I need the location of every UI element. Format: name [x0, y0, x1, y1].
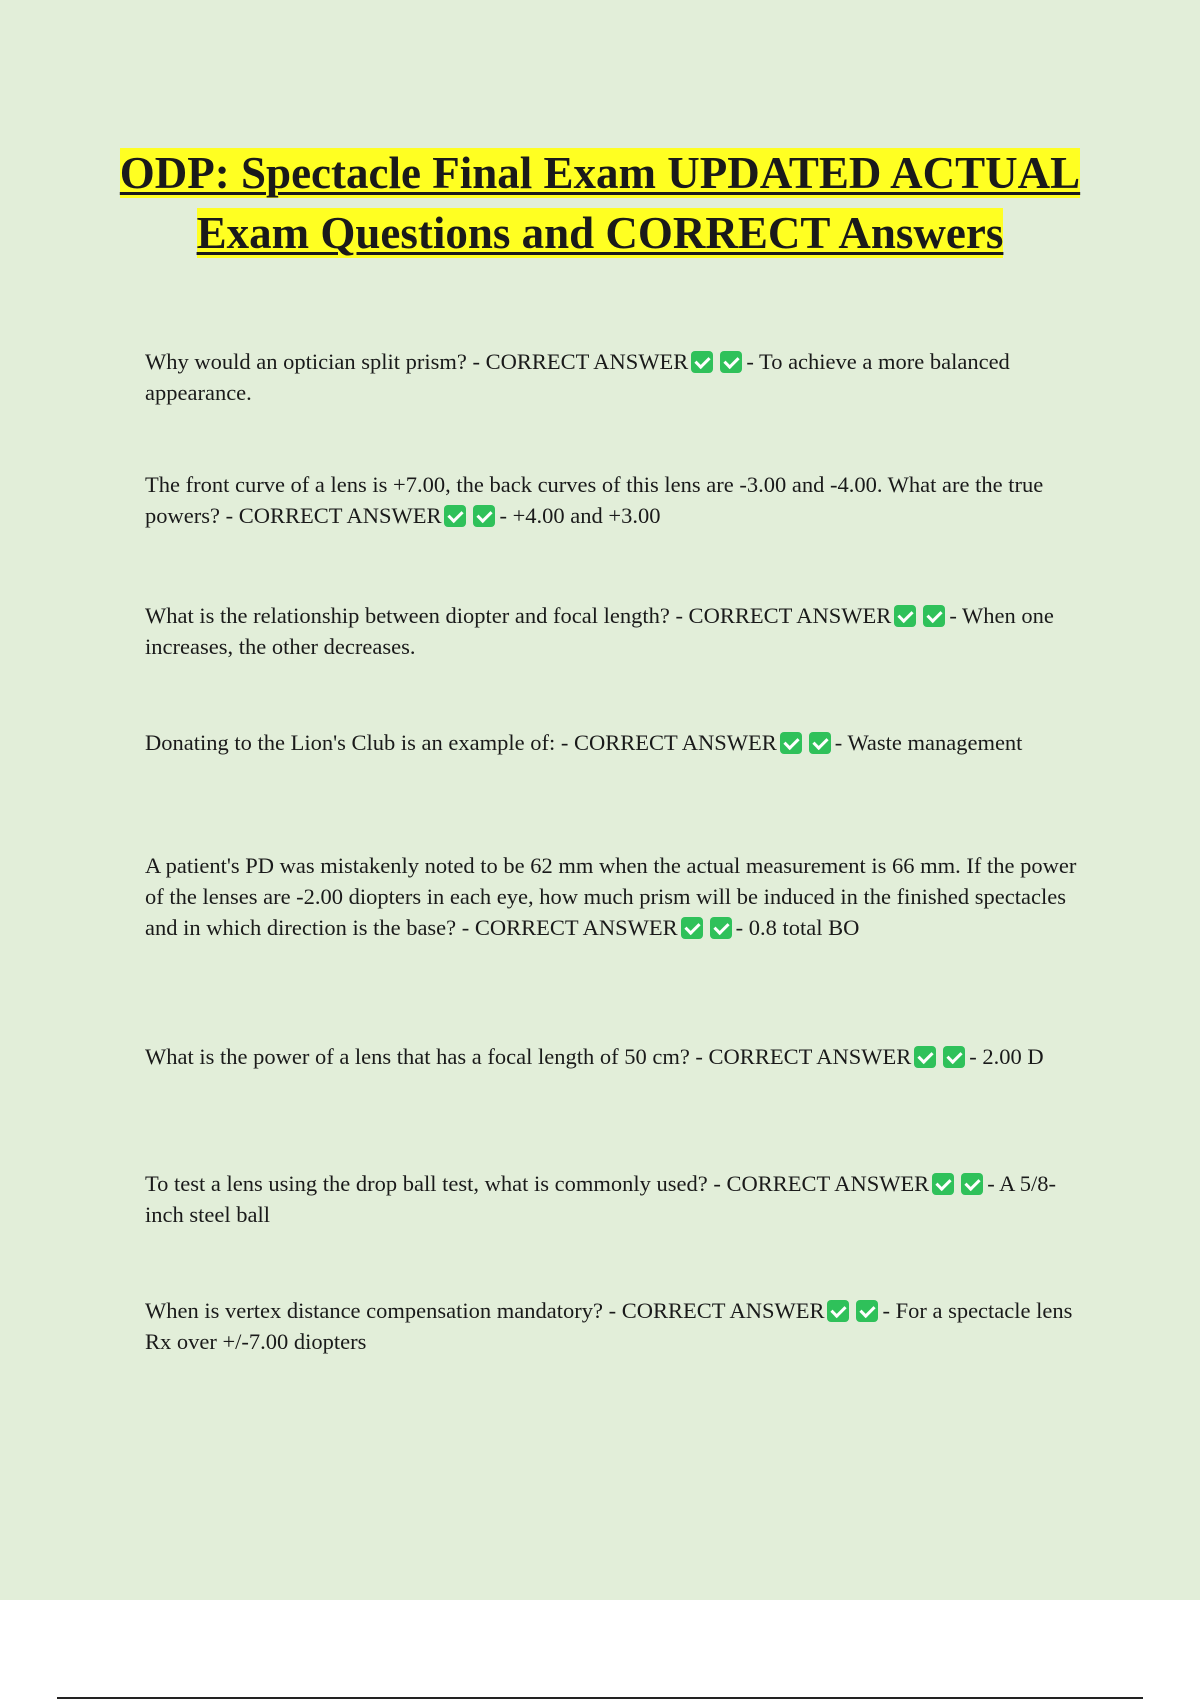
question-text: To test a lens using the drop ball test, what is commonly used? - CORRECT ANSWER: [145, 1171, 930, 1196]
check-mark-icon: [473, 505, 495, 527]
check-mark-icon: [827, 1300, 849, 1322]
check-mark-icon: [809, 732, 831, 754]
check-mark-icon: [444, 505, 466, 527]
answer-text: - To achieve a more balanced appearance.: [145, 349, 1010, 405]
check-mark-icon: [780, 732, 802, 754]
question-text: When is vertex distance compensation mandatory? - CORRECT ANSWER: [145, 1298, 825, 1323]
check-mark-icon: [914, 1046, 936, 1068]
check-mark-icon: [961, 1173, 983, 1195]
qa-item: [145, 1168, 1090, 1230]
qa-item: [145, 727, 1090, 758]
question-text: Donating to the Lion's Club is an example of: - CORRECT ANSWER: [145, 730, 777, 755]
answer-text: - For a spectacle lens Rx over +/-7.00 diopters: [145, 1298, 1073, 1354]
check-mark-icon: [681, 917, 703, 939]
check-mark-icon: [720, 351, 742, 373]
answer-text: - +4.00 and +3.00: [499, 503, 661, 528]
question-text: What is the relationship between diopter and focal length? - CORRECT ANSWER: [145, 603, 892, 628]
check-mark-icon: [932, 1173, 954, 1195]
check-mark-icon: [691, 351, 713, 373]
check-mark-icon: [923, 605, 945, 627]
answer-text: - 0.8 total BO: [735, 915, 860, 940]
check-mark-icon: [856, 1300, 878, 1322]
question-text: A patient's PD was mistakenly noted to be 62 mm when the actual measurement is 66 mm. If the power of the lenses are -2.00 diopters in each eye, how much prism will be induced in the finished spectacles and in which direction is the base? - CORRECT ANSWER: [145, 853, 1077, 940]
qa-item: [145, 1041, 1090, 1072]
answer-text: - A 5/8-inch steel ball: [145, 1171, 1056, 1227]
qa-item: [145, 1295, 1090, 1357]
question-text: Why would an optician split prism? - CORRECT ANSWER: [145, 349, 689, 374]
question-text: What is the power of a lens that has a focal length of 50 cm? - CORRECT ANSWER: [145, 1044, 912, 1069]
answer-text: - Waste management: [834, 730, 1023, 755]
qa-item: [145, 469, 1090, 531]
document-title-text: ODP: Spectacle Final Exam UPDATED ACTUAL Exam Questions and CORRECT Answers: [119, 148, 1081, 258]
qa-item: [145, 850, 1090, 943]
qa-item: [145, 346, 1090, 408]
answer-text: - When one increases, the other decreases.: [145, 603, 1054, 659]
qa-item: [145, 600, 1090, 662]
check-mark-icon: [894, 605, 916, 627]
footer-divider: [57, 1697, 1143, 1699]
check-mark-icon: [710, 917, 732, 939]
document-title: [100, 143, 1100, 263]
answer-text: - 2.00 D: [969, 1044, 1044, 1069]
check-mark-icon: [943, 1046, 965, 1068]
question-text: The front curve of a lens is +7.00, the back curves of this lens are -3.00 and -4.00. What are the true powers? - CORRECT ANSWER: [145, 472, 1044, 528]
